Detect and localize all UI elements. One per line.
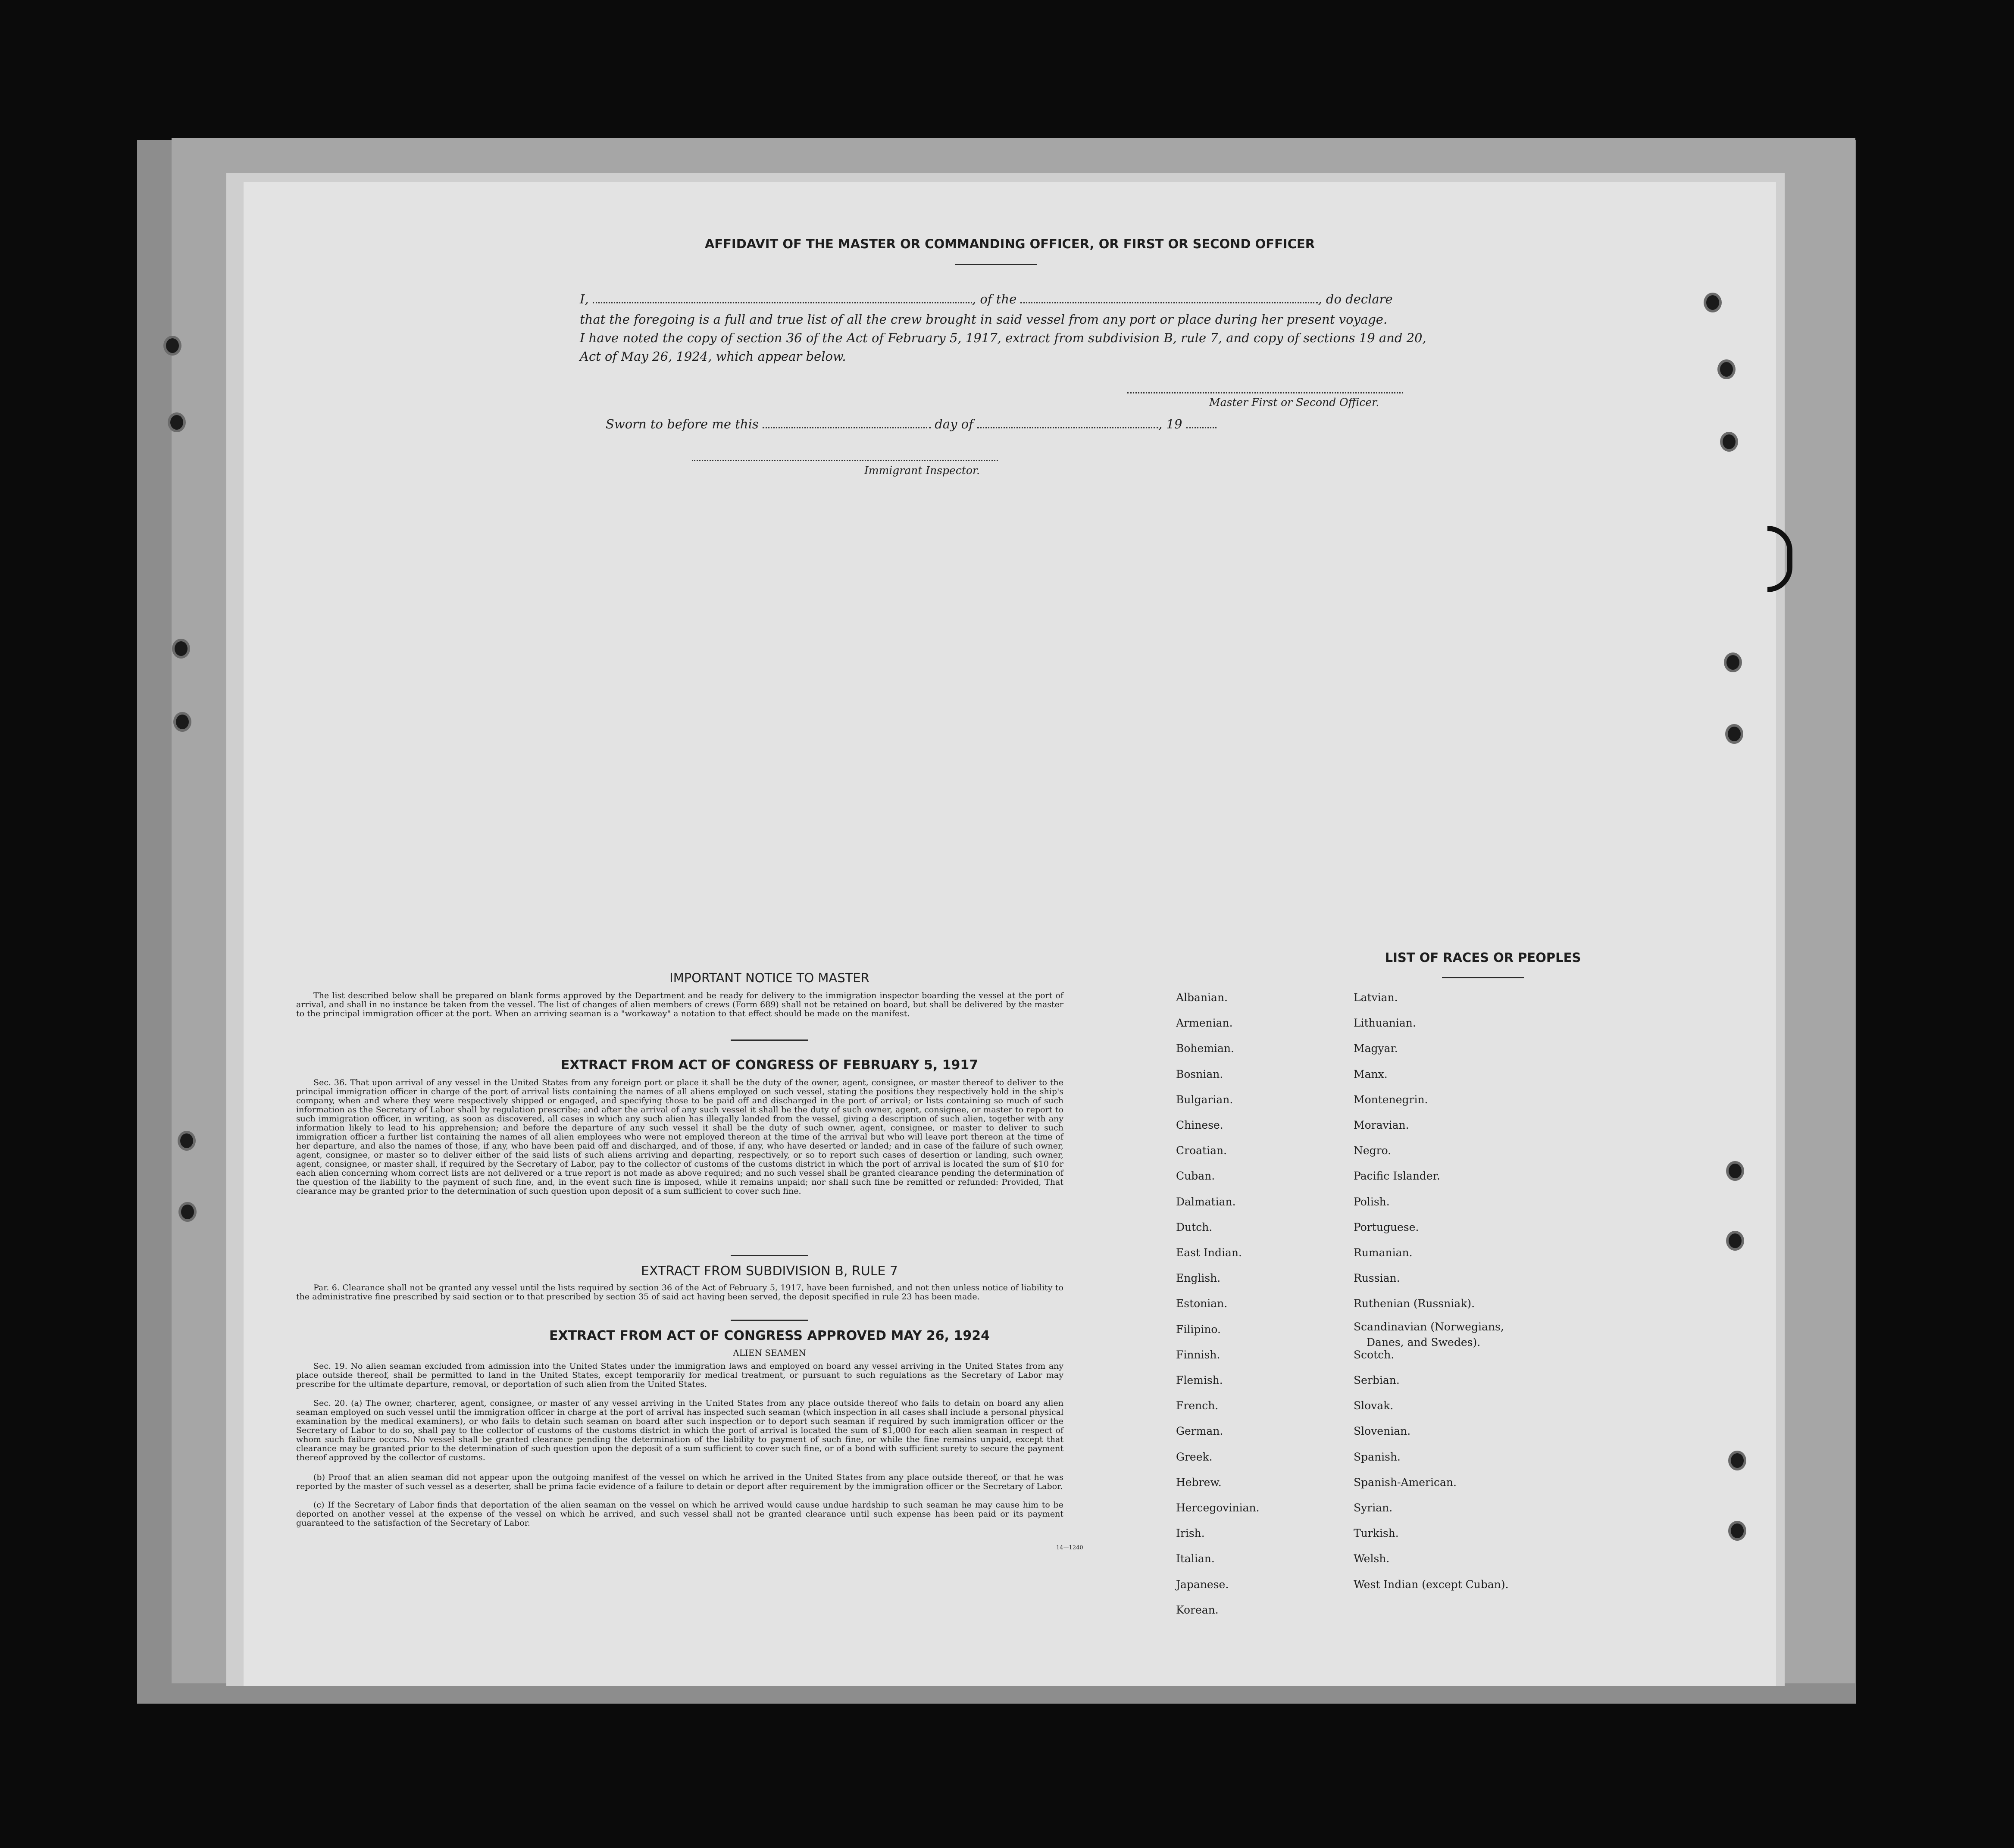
rule7-heading: EXTRACT FROM SUBDIVISION B, RULE 7 <box>641 1264 898 1279</box>
sworn-prefix: Sworn to before me this <box>606 417 759 431</box>
race-item: Cuban. <box>1176 1170 1215 1182</box>
punch-hole <box>1706 295 1719 310</box>
race-item: Lithuanian. <box>1354 1017 1416 1029</box>
punch-hole <box>1729 1164 1742 1178</box>
punch-hole <box>180 1133 193 1148</box>
sworn-month-blank <box>977 418 1158 428</box>
sworn-line <box>606 417 1217 431</box>
race-item: English. <box>1176 1272 1221 1284</box>
race-item: Slovak. <box>1354 1399 1394 1412</box>
race-item: Korean. <box>1176 1604 1219 1616</box>
race-item: Montenegrin. <box>1354 1093 1428 1106</box>
declaration-of-the: , of the <box>972 292 1017 306</box>
race-item: Slovenian. <box>1354 1425 1411 1437</box>
act-1924-subheading: ALIEN SEAMEN <box>733 1348 806 1358</box>
race-item: Danes, and Swedes). <box>1367 1336 1481 1349</box>
races-divider <box>1442 977 1524 978</box>
affidavit-title: AFFIDAVIT OF THE MASTER OR COMMANDING OFFICER, OR FIRST OR SECOND OFFICER <box>704 237 1315 251</box>
races-heading: LIST OF RACES OR PEOPLES <box>1385 950 1581 965</box>
race-item: Pacific Islander. <box>1354 1170 1440 1182</box>
race-item: Scotch. <box>1354 1349 1395 1361</box>
act-1924-sec19: Sec. 19. No alien seaman excluded from admission into the United States under the immigration laws and employed on board any vessel arriving in the United States from any place outside thereof, shall be permitted to land in the United States, except temporarily for medical treatment, or pursuant to such regulations as the Secretary of Labor may prescribe for the ultimate departure, removal, or deportation of such alien from the United States. <box>296 1361 1063 1389</box>
punch-hole <box>1726 655 1739 670</box>
race-item: Armenian. <box>1176 1017 1233 1029</box>
punch-hole <box>1728 727 1741 741</box>
declaration-i: I, <box>580 292 589 306</box>
race-item: Scandinavian (Norwegians, <box>1354 1320 1504 1333</box>
race-item: Finnish. <box>1176 1349 1220 1361</box>
race-item: Bohemian. <box>1176 1042 1234 1055</box>
punch-hole <box>176 715 189 729</box>
manifest-page <box>244 182 1776 1686</box>
sworn-day-of: day of <box>935 417 973 431</box>
title-divider <box>955 264 1037 265</box>
race-item: German. <box>1176 1425 1223 1437</box>
race-item: Spanish. <box>1354 1451 1401 1463</box>
race-item: Syrian. <box>1354 1502 1393 1514</box>
race-item: Flemish. <box>1176 1374 1223 1386</box>
declaration-line-4: Act of May 26, 1924, which appear below. <box>580 349 846 364</box>
punch-hole <box>175 641 188 656</box>
race-item: Portuguese. <box>1354 1221 1419 1233</box>
race-item: Russian. <box>1354 1272 1400 1284</box>
act-1917-heading: EXTRACT FROM ACT OF CONGRESS OF FEBRUARY 5, 1917 <box>560 1058 979 1073</box>
race-item: Irish. <box>1176 1527 1205 1539</box>
name-blank <box>593 293 972 303</box>
race-item: Rumanian. <box>1354 1246 1413 1259</box>
race-item: Hebrew. <box>1176 1476 1222 1489</box>
race-item: Greek. <box>1176 1451 1213 1463</box>
race-item: Chinese. <box>1176 1119 1223 1131</box>
race-item: Spanish-American. <box>1354 1476 1457 1489</box>
notice-text: The list described below shall be prepared on blank forms approved by the Department and be ready for delivery to the immigration inspector boarding the vessel at the port of arrival, and shall in no instance be taken from the vessel. The list of changes of alien members of crews (Form 689) shall not be retained on board, but shall be delivered by the master to the principal immigration officer at the port. When an arriving seaman is a "workaway" a notation to that effect should be made on the manifest. <box>296 991 1063 1018</box>
act-1917-divider <box>731 1255 808 1256</box>
act-1924-sec20c: (c) If the Secretary of Labor finds that deportation of the alien seaman on the vessel on which he arrived would cause undue hardship to such seaman he may cause him to be deported on another vessel at the expense of the vessel on which he arrived, and such vessel shall not be granted clearance until such expense has been paid or its payment guaranteed to the satisfaction of the Secretary of Labor. <box>296 1500 1063 1528</box>
race-item: Polish. <box>1354 1196 1390 1208</box>
sworn-year-blank <box>1186 418 1217 428</box>
race-item: Moravian. <box>1354 1119 1409 1131</box>
declaration-line-2: that the foregoing is a full and true list of all the crew brought in said vessel from any port or place during her present voyage. <box>580 312 1388 327</box>
sworn-year: , 19 <box>1158 417 1182 431</box>
punch-hole <box>1729 1233 1742 1248</box>
race-item: Albanian. <box>1176 991 1228 1004</box>
punch-hole <box>181 1205 194 1219</box>
rule7-divider <box>731 1320 808 1321</box>
race-item: Magyar. <box>1354 1042 1398 1055</box>
race-item: West Indian (except Cuban). <box>1354 1578 1509 1591</box>
act-1924-sec20a: Sec. 20. (a) The owner, charterer, agent, consignee, or master of any vessel arriving in the United States from any place outside thereof who fails to detain on board any alien seaman employed on such vessel until the immigration officer in charge at the port of arrival has inspected such seaman (which inspection in all cases shall include a personal physical examination by the medical examiners), or who fails to detain such seaman on board after such inspection or to deport such seaman if required by such immigration officer or the Secretary of Labor to do so, shall pay to the collector of customs of the customs district in which the port of arrival is located the sum of $1,000 for each alien seaman in respect of whom such failure occurs. No vessel shall be granted clearance pending the determination of the liability to payment of such fine, or while the fine remains unpaid, except that clearance may be granted prior to the determination of such question upon the deposit of a sum sufficient to cover such fine, or of a bond with sufficient surety to secure the payment thereof approved by the collector of customs. <box>296 1398 1063 1462</box>
race-item: Turkish. <box>1354 1527 1399 1539</box>
notice-divider <box>731 1040 808 1041</box>
master-caption: Master First or Second Officer. <box>1209 396 1379 409</box>
punch-hole <box>1731 1523 1744 1538</box>
race-item: Hercegovinian. <box>1176 1502 1260 1514</box>
race-item: Japanese. <box>1176 1578 1229 1591</box>
race-item: Serbian. <box>1354 1374 1400 1386</box>
race-item: Dalmatian. <box>1176 1196 1236 1208</box>
rule7-text: Par. 6. Clearance shall not be granted any vessel until the lists required by section 36 of the Act of February 5, 1917, have been furnished, and not then unless notice of liability to the administrative fine prescribed by said section or to that prescribed by section 35 of said act having been served, the deposit specified in rule 23 has been made. <box>296 1283 1063 1302</box>
race-item: Dutch. <box>1176 1221 1213 1233</box>
race-item: Welsh. <box>1354 1552 1390 1565</box>
punch-hole <box>1723 434 1736 449</box>
sworn-date-blank <box>763 418 931 428</box>
act-1924-sec20b: (b) Proof that an alien seaman did not appear upon the outgoing manifest of the vessel on which he arrived in the United States from any place outside thereof, or that he was reported by the master of such vessel as a deserter, shall be prima facie evidence of a failure to detain or deport after requirement by the immigration officer or the Secretary of Labor. <box>296 1473 1063 1491</box>
race-item: Italian. <box>1176 1552 1215 1565</box>
punch-hole <box>166 338 179 353</box>
race-item: Bosnian. <box>1176 1068 1223 1080</box>
vessel-blank <box>1020 293 1318 303</box>
punch-hole <box>170 415 183 430</box>
declaration-do-declare: , do declare <box>1318 292 1393 306</box>
declaration-line-1 <box>580 292 1393 306</box>
act-1924-heading: EXTRACT FROM ACT OF CONGRESS APPROVED MAY 26, 1924 <box>549 1328 990 1343</box>
race-item: Negro. <box>1354 1144 1392 1157</box>
notice-heading: IMPORTANT NOTICE TO MASTER <box>669 971 869 985</box>
form-number: 14—1240 <box>1056 1545 1083 1551</box>
race-item: Croatian. <box>1176 1144 1227 1157</box>
race-item: Ruthenian (Russniak). <box>1354 1297 1475 1310</box>
punch-hole <box>1731 1453 1744 1468</box>
inspector-caption: Immigrant Inspector. <box>864 464 980 477</box>
punch-hole <box>1720 362 1733 377</box>
race-item: Bulgarian. <box>1176 1093 1233 1106</box>
declaration-line-3: I have noted the copy of section 36 of the Act of February 5, 1917, extract from subdivision B, rule 7, and copy of sections 19 and 20, <box>580 331 1426 345</box>
race-item: French. <box>1176 1399 1219 1412</box>
race-item: Manx. <box>1354 1068 1388 1080</box>
race-item: Latvian. <box>1354 991 1398 1004</box>
race-item: East Indian. <box>1176 1246 1242 1259</box>
master-signature-line <box>1127 392 1403 393</box>
inspector-signature-line <box>692 460 998 461</box>
race-item: Filipino. <box>1176 1323 1221 1336</box>
race-item: Estonian. <box>1176 1297 1228 1310</box>
act-1917-text: Sec. 36. That upon arrival of any vessel in the United States from any foreign port or place it shall be the duty of the owner, agent, consignee, or master thereof to deliver to the principal immigration officer in charge of the port of arrival lists containing the names of all aliens employed on such vessel, stating the positions they respectively hold in the ship's company, when and where they were respectively shipped or engaged, and specifying those to be paid off and discharged in the port of arrival; or lists containing so much of such information as the Secretary of Labor shall by regulation prescribe; and after the arrival of any such vessel it shall be the duty of such owner, agent, consignee, or master to report to such immigration officer, in writing, as soon as discovered, all cases in which any such alien has illegally landed from the vessel, giving a description of such alien, together with any information likely to lead to his apprehension; and before the departure of any such vessel it shall be the duty of such owner, agent, consignee, or master to deliver to such immigration officer a further list containing the names of all alien employees who were not employed thereon at the time of the arrival but who will leave port thereon at the time of her departure, and also the names of those, if any, who have been paid off and discharged, and of those, if any, who have deserted or landed; and in case of the failure of such owner, agent, consignee, or master so to deliver either of the said lists of such aliens arriving and departing, respectively, or so to report such cases of desertion or landing, such owner, agent, consignee, or master shall, if required by the Secretary of Labor, pay to the collector of customs of the customs district in which the port of arrival is located the sum of $10 for each alien concerning whom correct lists are not delivered or a true report is not made as above required; and no such vessel shall be granted clearance pending the determination of the question of the liability to the payment of such fine, and, in the event such fine is imposed, while it remains unpaid; nor shall such fine be remitted or refunded: Provided, That clearance may be granted prior to the determination of such question upon deposit of a sum sufficient to cover such fine. <box>296 1078 1063 1196</box>
